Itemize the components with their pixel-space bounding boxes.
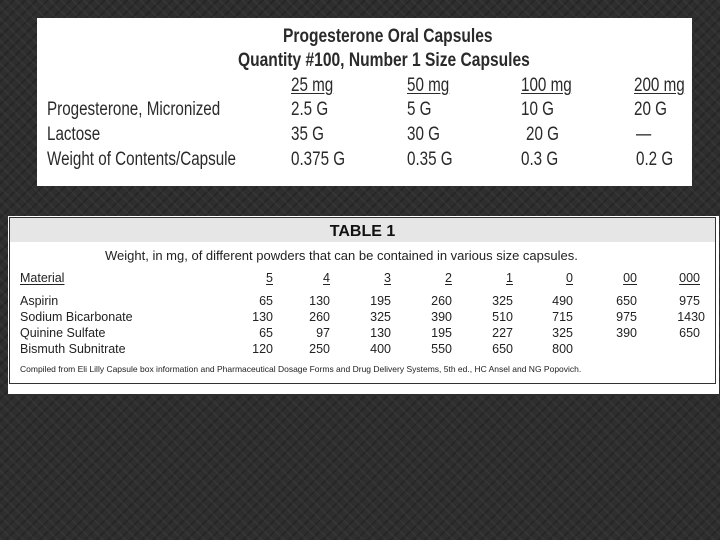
table-cell: 227 [492, 326, 513, 340]
table-cell: 510 [492, 310, 513, 324]
table-cell: 650 [616, 294, 637, 308]
table-cell: 0.35 G [407, 149, 453, 170]
table-cell: 30 G [407, 124, 440, 145]
table-cell: 20 G [634, 99, 667, 120]
material-name: Bismuth Subnitrate [20, 342, 126, 356]
table-cell: 130 [252, 310, 273, 324]
progesterone-table-subtitle: Quantity #100, Number 1 Size Capsules [238, 50, 530, 71]
table-cell: 400 [370, 342, 391, 356]
table-cell: 0.3 G [521, 149, 559, 170]
table-cell: 120 [252, 342, 273, 356]
table-cell: 97 [316, 326, 330, 340]
table-cell: 975 [679, 294, 700, 308]
progesterone-table-title: Progesterone Oral Capsules [283, 26, 493, 47]
table-cell: 0.375 G [291, 149, 346, 170]
capsule-size-header: 1 [506, 271, 513, 285]
capsule-capacity-table-image [8, 216, 719, 394]
material-column-header: Material [20, 271, 65, 285]
table1-caption: Weight, in mg, of different powders that can be contained in various size capsules. [105, 248, 578, 263]
table-cell: 325 [552, 326, 573, 340]
table-cell: 260 [431, 294, 452, 308]
table-cell: 195 [431, 326, 452, 340]
column-header: 25 mg [291, 75, 334, 96]
table-cell: 2.5 G [291, 99, 329, 120]
capsule-size-header: 2 [445, 271, 452, 285]
column-header: 50 mg [407, 75, 450, 96]
capsule-size-header: 3 [384, 271, 391, 285]
column-header: 100 mg [521, 75, 572, 96]
table-cell: 0.2 G [636, 149, 674, 170]
table-cell: 1430 [677, 310, 705, 324]
table-cell: 550 [431, 342, 452, 356]
table-cell: 325 [492, 294, 513, 308]
table-cell: 250 [309, 342, 330, 356]
table-cell: 650 [492, 342, 513, 356]
table1-source-note: Compiled from Eli Lilly Capsule box information and Pharmaceutical Dosage Forms and Drug Delivery Systems, 5th ed., HC Ansel and NG Popovich. [20, 364, 582, 374]
table-cell: 390 [431, 310, 452, 324]
table-cell: 20 G [526, 124, 559, 145]
material-name: Aspirin [20, 294, 59, 308]
table-cell: 5 G [407, 99, 432, 120]
progesterone-table-image [37, 18, 692, 186]
column-header: 200 mg [634, 75, 685, 96]
table-cell: 130 [309, 294, 330, 308]
table-cell: 65 [259, 294, 273, 308]
table-cell: 650 [679, 326, 700, 340]
row-label: Lactose [47, 124, 101, 145]
capsule-size-header: 0 [566, 271, 573, 285]
table-cell: — [636, 124, 652, 145]
table-cell: 10 G [521, 99, 554, 120]
table-cell: 490 [552, 294, 573, 308]
table-cell: 390 [616, 326, 637, 340]
table-cell: 65 [259, 326, 273, 340]
table-cell: 975 [616, 310, 637, 324]
material-name: Sodium Bicarbonate [20, 310, 133, 324]
row-label: Weight of Contents/Capsule [47, 149, 236, 170]
capsule-size-header: 00 [623, 271, 637, 285]
table-cell: 325 [370, 310, 391, 324]
capsule-size-header: 000 [679, 271, 700, 285]
table-cell: 260 [309, 310, 330, 324]
capsule-size-header: 4 [323, 271, 330, 285]
material-name: Quinine Sulfate [20, 326, 106, 340]
capsule-size-header: 5 [266, 271, 273, 285]
table1-title: TABLE 1 [10, 218, 715, 242]
table-cell: 35 G [291, 124, 324, 145]
table-cell: 130 [370, 326, 391, 340]
table-cell: 195 [370, 294, 391, 308]
row-label: Progesterone, Micronized [47, 99, 221, 120]
table-cell: 800 [552, 342, 573, 356]
table-cell: 715 [552, 310, 573, 324]
